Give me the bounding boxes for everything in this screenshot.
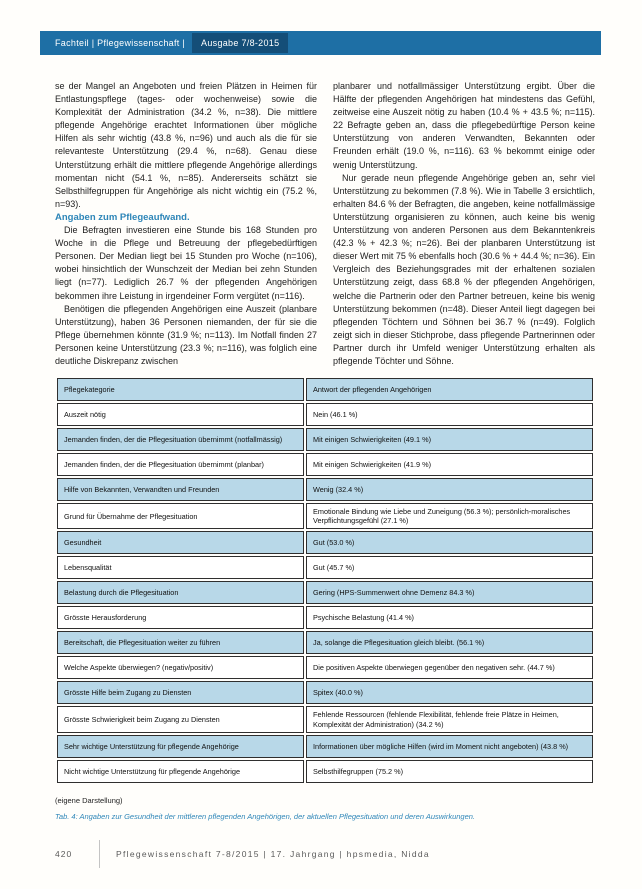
header-section-label: Fachteil | Pflegewissenschaft | (55, 38, 186, 48)
table-row (57, 503, 593, 529)
table-cell: Mit einigen Schwierigkeiten (41.9 %) (306, 453, 593, 476)
table-cell: Psychische Belastung (41.4 %) (306, 606, 593, 629)
body-paragraph: Die Befragten investieren eine Stunde bis 168 Stunden pro Woche in die Pflege und Betreuung der pflegebedürftigen Personen. Der Median liegt bei 15 Stunden pro Woche (n=106), wobei hinsichtlich der Wunschzeit der Median bei zehn Stunden liegt (n=77). Lediglich 26.7 % der pflegenden Angehörigen bekommen ihre Leistung in irgendeiner Form vergütet (n=116). (55, 225, 317, 301)
column-right (333, 80, 595, 368)
table-cell: Nicht wichtige Unterstützung für pflegende Angehörige (57, 760, 304, 783)
table-cell: Gut (53.0 %) (306, 531, 593, 554)
table-cell: Grösste Hilfe beim Zugang zu Diensten (57, 681, 304, 704)
body-paragraph: Benötigen die pflegenden Angehörigen eine Auszeit (planbare Unterstützung), haben 36 Personen niemanden, der für sie die Pflege übernehmen könnte (31.9 %; n=113). Im Notfall finden 27 Personen keine Unterstützung (23.3 %; n=116), was folglich eine deutliche Diskrepanz zwischen (55, 303, 317, 366)
table-row (57, 606, 593, 629)
table-row (57, 403, 593, 426)
table-cell: Wenig (32.4 %) (306, 478, 593, 501)
table-cell: Bereitschaft, die Pflegesituation weiter zu führen (57, 631, 304, 654)
page-number: 420 (55, 849, 73, 859)
table-cell: Hilfe von Bekannten, Verwandten und Freunden (57, 478, 304, 501)
column-left (55, 80, 317, 368)
journal-footer-line: Pflegewissenschaft 7-8/2015 | 17. Jahrgang | hpsmedia, Nidda (116, 849, 430, 859)
table-cell: Belastung durch die Pflegesituation (57, 581, 304, 604)
table-cell: Jemanden finden, der die Pflegesituation übernimmt (notfallmässig) (57, 428, 304, 451)
table-cell: Welche Aspekte überwiegen? (negativ/positiv) (57, 656, 304, 679)
table-cell: Die positiven Aspekte überwiegen gegenüber den negativen sehr. (44.7 %) (306, 656, 593, 679)
table-cell: Mit einigen Schwierigkeiten (49.1 %) (306, 428, 593, 451)
journal-header-bar (40, 31, 601, 55)
table-cell: Jemanden finden, der die Pflegesituation übernimmt (planbar) (57, 453, 304, 476)
body-paragraph: Nur gerade neun pflegende Angehörige geben an, sehr viel Unterstützung zu bekommen (7.8 %). Wie in Tabelle 3 ersichtlich, erhalten 84.6 % der Befragten, die angeben, keine notfallmässige Unterstützung organisieren zu können, auch keine bis wenig Unterstützung von anderen Personen aus dem Bekanntenkreis (42.3 % + 42.3 %; n=26). Bei der planbaren Unterstützung ist dieser Wert mit 75 % ebenfalls hoch (30.6 % + 44.4 %; n=36). Ein Vergleich des Beziehungsgrades mit der erhaltenen sozialen Unterstützung zeigt, dass 68.8 % der pflegenden Angehörigen, welche die Partnerin oder den Partner betreuen, keine bis wenig Unterstützung bekommen (n=48). Dieser Anteil liegt dagegen bei pflegenden Töchtern und Söhnen bei 36.7 % (n=49). Folglich zeigt sich in dieser Stichprobe, dass pflegende Partnerinnen oder Partner durch ihr Umfeld weniger Unterstützung erhalten als pflegende Töchter und Söhne. (333, 172, 595, 366)
body-paragraph: se der Mangel an Angeboten und freien Plätzen in Heimen für Entlastungspflege (tages- oder wochenweise) sowie die Komplexität der Administration (34.2 %, n=38). Die mittlere pflegende Angehörige erachtet Informationen über mögliche Hilfen als sehr wichtig (43.8 %, n=96) und auch als die für sie relevanteste Unterstützung (29.4 %, n=68). Genau diese Unterstützung erhält die mittlere pflegende Angehörige allerdings momentan nicht (54.1 %, n=85). Andererseits schätzt sie Selbsthilfegruppen für Angehörige als nicht wichtig ein (75.2 %, n=93). (55, 81, 317, 209)
table-header-cell: Antwort der pflegenden Angehörigen (306, 378, 593, 401)
table-cell: Grösste Herausforderung (57, 606, 304, 629)
table-cell: Gesundheit (57, 531, 304, 554)
footer-divider (99, 840, 100, 868)
header-issue-badge: Ausgabe 7/8-2015 (192, 33, 288, 53)
table-cell: Auszeit nötig (57, 403, 304, 426)
table-row (57, 631, 593, 654)
table-cell: Lebensqualität (57, 556, 304, 579)
table-header-row (57, 378, 593, 401)
table-source-note: (eigene Darstellung) (55, 795, 123, 805)
table-row (57, 453, 593, 476)
table-row (57, 706, 593, 732)
table-cell: Grösste Schwierigkeit beim Zugang zu Diensten (57, 706, 304, 732)
table-header-cell: Pflegekategorie (57, 378, 304, 401)
table-cell: Selbsthilfegruppen (75.2 %) (306, 760, 593, 783)
table-cell: Sehr wichtige Unterstützung für pflegende Angehörige (57, 735, 304, 758)
table-cell: Fehlende Ressourcen (fehlende Flexibilität, fehlende freie Plätze in Heimen, Komplexität der Administration) (34.2 %) (306, 706, 593, 732)
table-cell: Grund für Übernahme der Pflegesituation (57, 503, 304, 529)
table-row (57, 760, 593, 783)
table-caption: Tab. 4: Angaben zur Gesundheit der mittleren pflegenden Angehörigen, der aktuellen Pflegesituation und deren Auswirkungen. (55, 811, 476, 821)
article-columns (55, 80, 595, 368)
table-cell: Nein (46.1 %) (306, 403, 593, 426)
table-body (57, 403, 593, 783)
table-cell: Emotionale Bindung wie Liebe und Zuneigung (56.3 %); persönlich-moralisches Verpflichtungsgefühl (27.1 %) (306, 503, 593, 529)
table-row (57, 681, 593, 704)
table-row (57, 556, 593, 579)
page-footer (55, 840, 595, 868)
table-cell: Gering (HPS-Summenwert ohne Demenz 84.3 %) (306, 581, 593, 604)
table-cell: Informationen über mögliche Hilfen (wird im Moment nicht angeboten) (43.8 %) (306, 735, 593, 758)
table-cell: Spitex (40.0 %) (306, 681, 593, 704)
table-row (57, 656, 593, 679)
table-cell: Gut (45.7 %) (306, 556, 593, 579)
table-row (57, 428, 593, 451)
table-row (57, 478, 593, 501)
article-content (55, 80, 595, 821)
results-table (55, 376, 595, 785)
table-row (57, 531, 593, 554)
table-row (57, 735, 593, 758)
body-paragraph: planbarer und notfallmässiger Unterstützung ergibt. Über die Hälfte der pflegenden Angehörigen hat mindestens das Gefühl, zeitweise eine Auszeit nötig zu haben (10.4 % + 43.5 %; n=115). 22 Befragte geben an, dass die pflegebedürftige Person keine Unterstützung von anderen Verwandten, Bekannten oder Freunden erhält (19.0 %, n=116). 63 % bekommt einige oder wenig Unterstützung. (333, 81, 595, 170)
table-row (57, 581, 593, 604)
table-cell: Ja, solange die Pflegesituation gleich bleibt. (56.1 %) (306, 631, 593, 654)
section-heading: Angaben zum Pflegeaufwand. (55, 211, 190, 223)
